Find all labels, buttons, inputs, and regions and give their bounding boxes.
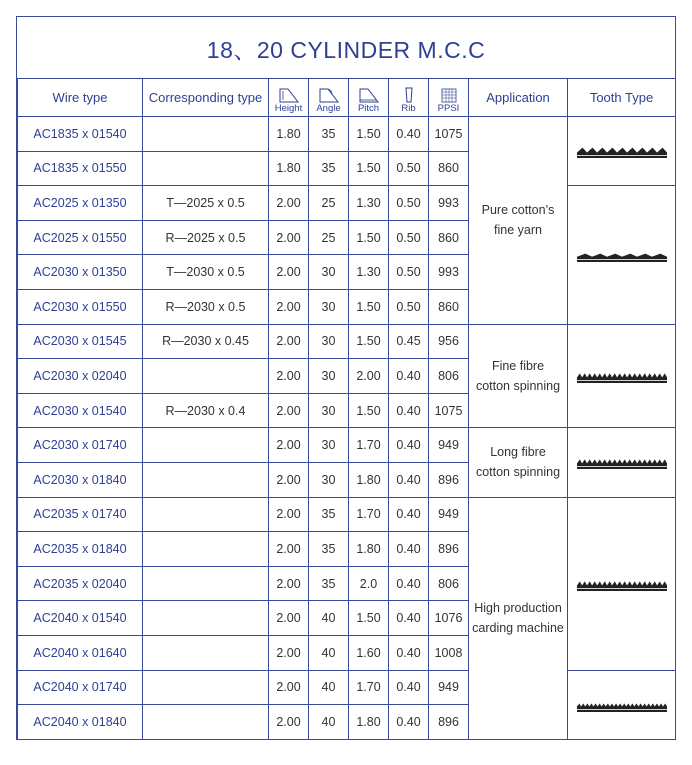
wire-type-cell: AC2030 x 01840 — [18, 462, 143, 497]
application-line-2: carding machine — [472, 621, 564, 636]
pitch-cell: 1.50 — [349, 393, 389, 428]
rib-cell: 0.40 — [389, 566, 429, 601]
angle-label: Angle — [316, 103, 341, 114]
angle-cell: 30 — [309, 289, 349, 324]
height-cell: 2.00 — [269, 393, 309, 428]
corresponding-type-cell — [143, 151, 269, 186]
header-pitch — [349, 79, 389, 117]
corresponding-type-cell — [143, 566, 269, 601]
tooth-profile-dense-icon — [576, 577, 668, 591]
wire-type-cell: AC1835 x 01550 — [18, 151, 143, 186]
corresponding-type-cell — [143, 670, 269, 705]
angle-cell: 35 — [309, 532, 349, 567]
corresponding-type-cell — [143, 462, 269, 497]
rib-cell: 0.40 — [389, 497, 429, 532]
application-line-1: High production — [474, 601, 562, 616]
pitch-cell: 1.80 — [349, 532, 389, 567]
ppsi-cell: 860 — [429, 289, 469, 324]
height-cell: 1.80 — [269, 117, 309, 152]
tooth-profile-dense-icon — [576, 455, 668, 469]
angle-cell: 40 — [309, 601, 349, 636]
height-cell: 2.00 — [269, 532, 309, 567]
height-cell: 2.00 — [269, 289, 309, 324]
angle-icon — [318, 87, 340, 103]
angle-cell: 35 — [309, 497, 349, 532]
application-cell — [469, 324, 568, 428]
table-body — [18, 117, 676, 740]
ppsi-cell: 1008 — [429, 635, 469, 670]
table-row — [18, 324, 676, 359]
pitch-cell: 1.80 — [349, 705, 389, 740]
wire-type-cell: AC2030 x 01550 — [18, 289, 143, 324]
wire-type-cell: AC2040 x 01540 — [18, 601, 143, 636]
pitch-cell: 2.0 — [349, 566, 389, 601]
pitch-cell: 1.70 — [349, 670, 389, 705]
application-cell — [469, 497, 568, 739]
height-cell: 2.00 — [269, 497, 309, 532]
rib-cell: 0.50 — [389, 186, 429, 221]
ppsi-cell: 949 — [429, 497, 469, 532]
pitch-cell: 1.50 — [349, 151, 389, 186]
spec-table — [17, 78, 676, 740]
wire-type-cell: AC2030 x 02040 — [18, 359, 143, 394]
header-corresponding-type: Corresponding type — [143, 79, 269, 117]
table-row — [18, 670, 676, 705]
height-cell: 2.00 — [269, 601, 309, 636]
rib-label: Rib — [401, 103, 416, 114]
ppsi-cell: 896 — [429, 705, 469, 740]
tooth-type-cell — [568, 497, 676, 670]
tooth-type-cell — [568, 117, 676, 186]
ppsi-cell: 806 — [429, 359, 469, 394]
tooth-type-cell — [568, 186, 676, 324]
tooth-profile-fine-icon — [576, 698, 668, 712]
rib-cell: 0.40 — [389, 705, 429, 740]
tooth-profile-dense-icon — [576, 369, 668, 383]
pitch-cell: 1.50 — [349, 220, 389, 255]
angle-cell: 35 — [309, 117, 349, 152]
corresponding-type-cell — [143, 497, 269, 532]
ppsi-cell: 860 — [429, 151, 469, 186]
ppsi-cell: 949 — [429, 428, 469, 463]
corresponding-type-cell: R—2030 x 0.5 — [143, 289, 269, 324]
ppsi-cell: 1075 — [429, 117, 469, 152]
rib-cell: 0.50 — [389, 289, 429, 324]
height-cell: 1.80 — [269, 151, 309, 186]
header-application: Application — [469, 79, 568, 117]
table-row — [18, 428, 676, 463]
header-row — [18, 79, 676, 117]
ppsi-grid-icon — [440, 87, 458, 103]
wire-type-cell: AC2035 x 02040 — [18, 566, 143, 601]
pitch-cell: 1.50 — [349, 289, 389, 324]
rib-cell: 0.40 — [389, 462, 429, 497]
wire-type-cell: AC2025 x 01550 — [18, 220, 143, 255]
header-wire-type: Wire type — [18, 79, 143, 117]
angle-cell: 30 — [309, 393, 349, 428]
rib-cell: 0.40 — [389, 635, 429, 670]
header-height — [269, 79, 309, 117]
height-cell: 2.00 — [269, 462, 309, 497]
angle-cell: 30 — [309, 324, 349, 359]
wire-type-cell: AC2040 x 01840 — [18, 705, 143, 740]
wire-type-cell: AC2030 x 01350 — [18, 255, 143, 290]
corresponding-type-cell — [143, 705, 269, 740]
rib-cell: 0.40 — [389, 393, 429, 428]
rib-cell: 0.40 — [389, 532, 429, 567]
header-angle — [309, 79, 349, 117]
spec-table-frame — [16, 16, 676, 740]
ppsi-cell: 896 — [429, 462, 469, 497]
header-rib — [389, 79, 429, 117]
ppsi-cell: 949 — [429, 670, 469, 705]
corresponding-type-cell: R—2030 x 0.4 — [143, 393, 269, 428]
rib-cell: 0.40 — [389, 601, 429, 636]
table-row — [18, 117, 676, 152]
ppsi-cell: 860 — [429, 220, 469, 255]
angle-cell: 40 — [309, 670, 349, 705]
pitch-cell: 1.70 — [349, 428, 389, 463]
height-cell: 2.00 — [269, 635, 309, 670]
header-tooth-type: Tooth Type — [568, 79, 676, 117]
rib-cell: 0.40 — [389, 428, 429, 463]
header-ppsi — [429, 79, 469, 117]
wire-type-cell: AC2030 x 01545 — [18, 324, 143, 359]
tooth-type-cell — [568, 670, 676, 739]
pitch-icon — [358, 87, 380, 103]
tooth-profile-sparse-icon — [576, 248, 668, 262]
angle-cell: 40 — [309, 635, 349, 670]
rib-cell: 0.40 — [389, 670, 429, 705]
rib-icon — [403, 87, 415, 103]
rib-cell: 0.40 — [389, 117, 429, 152]
application-line-1: Long fibre — [490, 445, 546, 460]
ppsi-cell: 956 — [429, 324, 469, 359]
application-line-1: Pure cotton’s — [481, 203, 555, 218]
rib-cell: 0.50 — [389, 255, 429, 290]
corresponding-type-cell: T—2025 x 0.5 — [143, 186, 269, 221]
angle-cell: 30 — [309, 428, 349, 463]
corresponding-type-cell — [143, 428, 269, 463]
wire-type-cell: AC2030 x 01540 — [18, 393, 143, 428]
pitch-cell: 1.70 — [349, 497, 389, 532]
ppsi-cell: 896 — [429, 532, 469, 567]
table-row — [18, 497, 676, 532]
corresponding-type-cell — [143, 601, 269, 636]
application-cell — [469, 428, 568, 497]
pitch-cell: 1.60 — [349, 635, 389, 670]
angle-cell: 25 — [309, 220, 349, 255]
ppsi-cell: 1075 — [429, 393, 469, 428]
ppsi-cell: 993 — [429, 255, 469, 290]
angle-cell: 30 — [309, 462, 349, 497]
pitch-cell: 2.00 — [349, 359, 389, 394]
pitch-cell: 1.80 — [349, 462, 389, 497]
application-line-2: cotton spinning — [475, 378, 561, 393]
corresponding-type-cell — [143, 359, 269, 394]
page-title: 18、20 CYLINDER M.C.C — [206, 36, 486, 63]
angle-cell: 30 — [309, 255, 349, 290]
ppsi-cell: 993 — [429, 186, 469, 221]
rib-cell: 0.50 — [389, 151, 429, 186]
wire-type-cell: AC2030 x 01740 — [18, 428, 143, 463]
application-line-2: fine yarn — [494, 223, 542, 238]
corresponding-type-cell: R—2025 x 0.5 — [143, 220, 269, 255]
height-icon — [278, 87, 300, 103]
application-cell — [469, 117, 568, 325]
angle-cell: 40 — [309, 705, 349, 740]
height-cell: 2.00 — [269, 670, 309, 705]
angle-cell: 35 — [309, 151, 349, 186]
height-cell: 2.00 — [269, 220, 309, 255]
tooth-profile-wave-icon — [576, 144, 668, 158]
height-cell: 2.00 — [269, 566, 309, 601]
wire-type-cell: AC2035 x 01840 — [18, 532, 143, 567]
corresponding-type-cell: R—2030 x 0.45 — [143, 324, 269, 359]
angle-cell: 35 — [309, 566, 349, 601]
pitch-cell: 1.50 — [349, 117, 389, 152]
height-cell: 2.00 — [269, 324, 309, 359]
height-cell: 2.00 — [269, 428, 309, 463]
wire-type-cell: AC2040 x 01740 — [18, 670, 143, 705]
ppsi-cell: 1076 — [429, 601, 469, 636]
corresponding-type-cell — [143, 117, 269, 152]
rib-cell: 0.45 — [389, 324, 429, 359]
pitch-cell: 1.50 — [349, 324, 389, 359]
wire-type-cell: AC2040 x 01640 — [18, 635, 143, 670]
pitch-cell: 1.30 — [349, 186, 389, 221]
angle-cell: 30 — [309, 359, 349, 394]
ppsi-cell: 806 — [429, 566, 469, 601]
application-line-2: cotton spinning — [475, 465, 561, 480]
angle-cell: 25 — [309, 186, 349, 221]
height-label: Height — [274, 103, 303, 114]
tooth-type-cell — [568, 324, 676, 428]
corresponding-type-cell — [143, 532, 269, 567]
rib-cell: 0.40 — [389, 359, 429, 394]
pitch-cell: 1.30 — [349, 255, 389, 290]
height-cell: 2.00 — [269, 255, 309, 290]
height-cell: 2.00 — [269, 705, 309, 740]
table-row — [18, 186, 676, 221]
wire-type-cell: AC1835 x 01540 — [18, 117, 143, 152]
application-line-1: Fine fibre — [491, 358, 545, 373]
corresponding-type-cell — [143, 635, 269, 670]
pitch-cell: 1.50 — [349, 601, 389, 636]
rib-cell: 0.50 — [389, 220, 429, 255]
tooth-type-cell — [568, 428, 676, 497]
wire-type-cell: AC2035 x 01740 — [18, 497, 143, 532]
height-cell: 2.00 — [269, 186, 309, 221]
pitch-label: Pitch — [357, 103, 380, 114]
height-cell: 2.00 — [269, 359, 309, 394]
wire-type-cell: AC2025 x 01350 — [18, 186, 143, 221]
ppsi-label: PPSI — [437, 103, 460, 114]
corresponding-type-cell: T—2030 x 0.5 — [143, 255, 269, 290]
